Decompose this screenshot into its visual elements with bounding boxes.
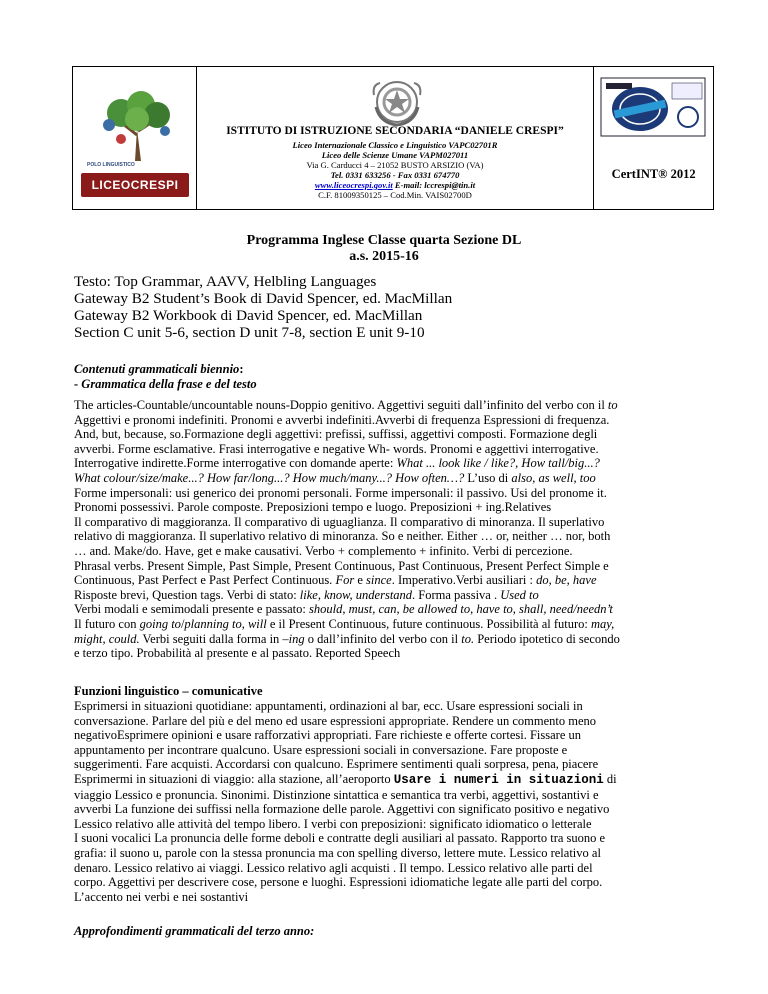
website-link[interactable]: www.liceocrespi.gov.it [314, 180, 393, 190]
school-year: a.s. 2015-16 [349, 249, 419, 264]
textbook-line: Testo: Top Grammar, AAVV, Helbling Languages [74, 273, 377, 290]
approfondimenti-heading: Approfondimenti grammaticali del terzo anno: [74, 924, 315, 938]
institute-info [197, 67, 595, 209]
grammar-contents: The articles-Countable/uncountable nouns-Doppio genitivo. Aggettivi seguiti dall’infinito del verbo con il to Aggettivi e pronomi indefiniti. Pronomi e avverbi indefiniti.Avverbi di frequenza Espressioni di frequenza. And, but, because, so.Formazione degli aggettivi: prefissi, suffissi, aggettivi composti. Formazione degli avverbi. Forme esclamative. Frasi interrogative e negative Wh- words. Pronomi e aggettivi interrogative. Interrogative indirette.Forme interrogative con domande aperte: What ... look like / like?, How tall/big...? What colour/size/make...? How far/long...? How much/many...? How often…? L’uso di also, as well, too Forme impersonali: usi generico dei pronomi personali. Forme impersonali: il passivo. Usi del pronome it. Pronomi possessivi. Parole composte. Preposizioni tempo e luogo. Preposizioni + ing.Relatives Il comparativo di maggioranza. Il comparativo di uguaglianza. Il comparativo di minoranza. Il superlativo relativo di maggioranza. Il superlativo relativo di minoranza. So e neither. Either … or, neither … nor, both … and. Make/do. Have, get e make causativi. Verbo + complemento + infinito. Verbi di percezione. Phrasal verbs. Present Simple, Past Simple, Present Continuous, Past Continuous, Present Perfect Simple e Continuous, Past Perfect e Past Perfect Continuous. For e since. Imperativo.Verbi ausiliari : do, be, have Risposte brevi, Question tags. Verbi di stato: like, know, understand. Forma passiva . Used to Verbi modali e semimodali presente e passato: should, must, can, be allowed to, have to, shall, need/needn’t Il futuro con going to/planning to, will e il Present Continuous, future continuous. Possibilità al futuro: may, might, could. Verbi seguiti dalla forma in –ing o dall’infinito del verbo con il to. Periodo ipotetico di secondo e terzo tipo. Probabilità al presente e al passato. Reported Speech [74, 398, 620, 661]
institute-phone: Tel. 0331 633256 - Fax 0331 674770 [330, 170, 460, 180]
textbook-list [74, 273, 452, 341]
institute-line-2: Liceo delle Scienze Umane VAPM027011 [321, 150, 469, 160]
logo-subtitle: POLO LINGUISTICO [87, 162, 135, 168]
italian-emblem-icon [370, 77, 424, 127]
program-title: Programma Inglese Classe quarta Sezione DL [246, 233, 522, 248]
institute-line-1: Liceo Internazionale Classico e Linguistico VAPC02701R [292, 140, 498, 150]
institute-tax-code: C.F. 81009350125 – Cod.Min. VAIS02700D [318, 190, 472, 200]
textbook-line: Section C unit 5-6, section D unit 7-8, section E unit 9-10 [74, 324, 425, 341]
institute-contacts [197, 180, 594, 190]
textbook-line: Gateway B2 Student’s Book di David Spencer, ed. MacMillan [74, 290, 453, 307]
certiquality-badge-icon [600, 77, 706, 137]
institute-address: Via G. Carducci 4 – 21052 BUSTO ARSIZIO (VA) [306, 160, 484, 170]
textbook-line: Gateway B2 Workbook di David Spencer, ed. MacMillan [74, 307, 423, 324]
letterhead [72, 66, 714, 210]
logo-wordmark: LICEOCRESPI [91, 178, 179, 192]
certint-label: CertINT® 2012 [611, 167, 696, 181]
communicative-functions: Esprimersi in situazioni quotidiane: appuntamenti, ordinazioni al bar, ecc. Usare espressioni sociali in conversazione. Parlare del più e del meno ed usare espressioni appropriate. Rendere un commento meno negativoEsprimere opinioni e usare rafforzativi appropriati. Fare richieste e offerte cortesi. Fissare un appuntamento per incontrare qualcuno. Usare espressioni sociali in conversazione. Fare proposte e suggerimenti. Fare acquisti. Accordarsi con qualcuno. Esprimere sentimenti quali sorpresa, pena, piacere Esprimermi in situazioni di viaggio: alla stazione, all’aeroporto Usare i numeri in situazioni di viaggio Lessico e pronuncia. Sinonimi. Distinzione sintattica e semantica tra verbi, aggettivi, sostantivi e avverbi La funzione dei suffissi nella formazione delle parole. Aggettivi con significato positivo e negativo Lessico relativo alle attività del tempo libero. I verbi con preposizioni: significato idiomatico o letterale I suoni vocalici La pronuncia delle forme deboli e contratte degli ausiliari al passato. Rapporto tra suono e grafia: il suono u, parole con la stessa pronuncia ma con spelling diverso, lettere mute. Lessico relativo al denaro. Lessico relativo ai viaggi. Lessico relativo agli acquisti . Il tempo. Lessico relativo alle parti del corpo. Aggettivi per descrivere cose, persone e luoghi. Espressioni idiomatiche legate alle parti del corpo. L’accento nei verbi e nei sostantivi [74, 699, 617, 904]
institute-name: ISTITUTO DI ISTRUZIONE SECONDARIA “DANIELE CRESPI” [226, 125, 564, 137]
contenuti-heading: Contenuti grammaticali biennio: [74, 362, 244, 376]
funzioni-heading: Funzioni linguistico – comunicative [74, 684, 263, 698]
email-text: E-mail: lccrespi@tin.it [392, 180, 476, 190]
school-logo [73, 67, 197, 209]
certification-area [594, 67, 713, 209]
contenuti-subheading: - Grammatica della frase e del testo [74, 377, 257, 391]
tree-logo-icon [97, 91, 177, 163]
